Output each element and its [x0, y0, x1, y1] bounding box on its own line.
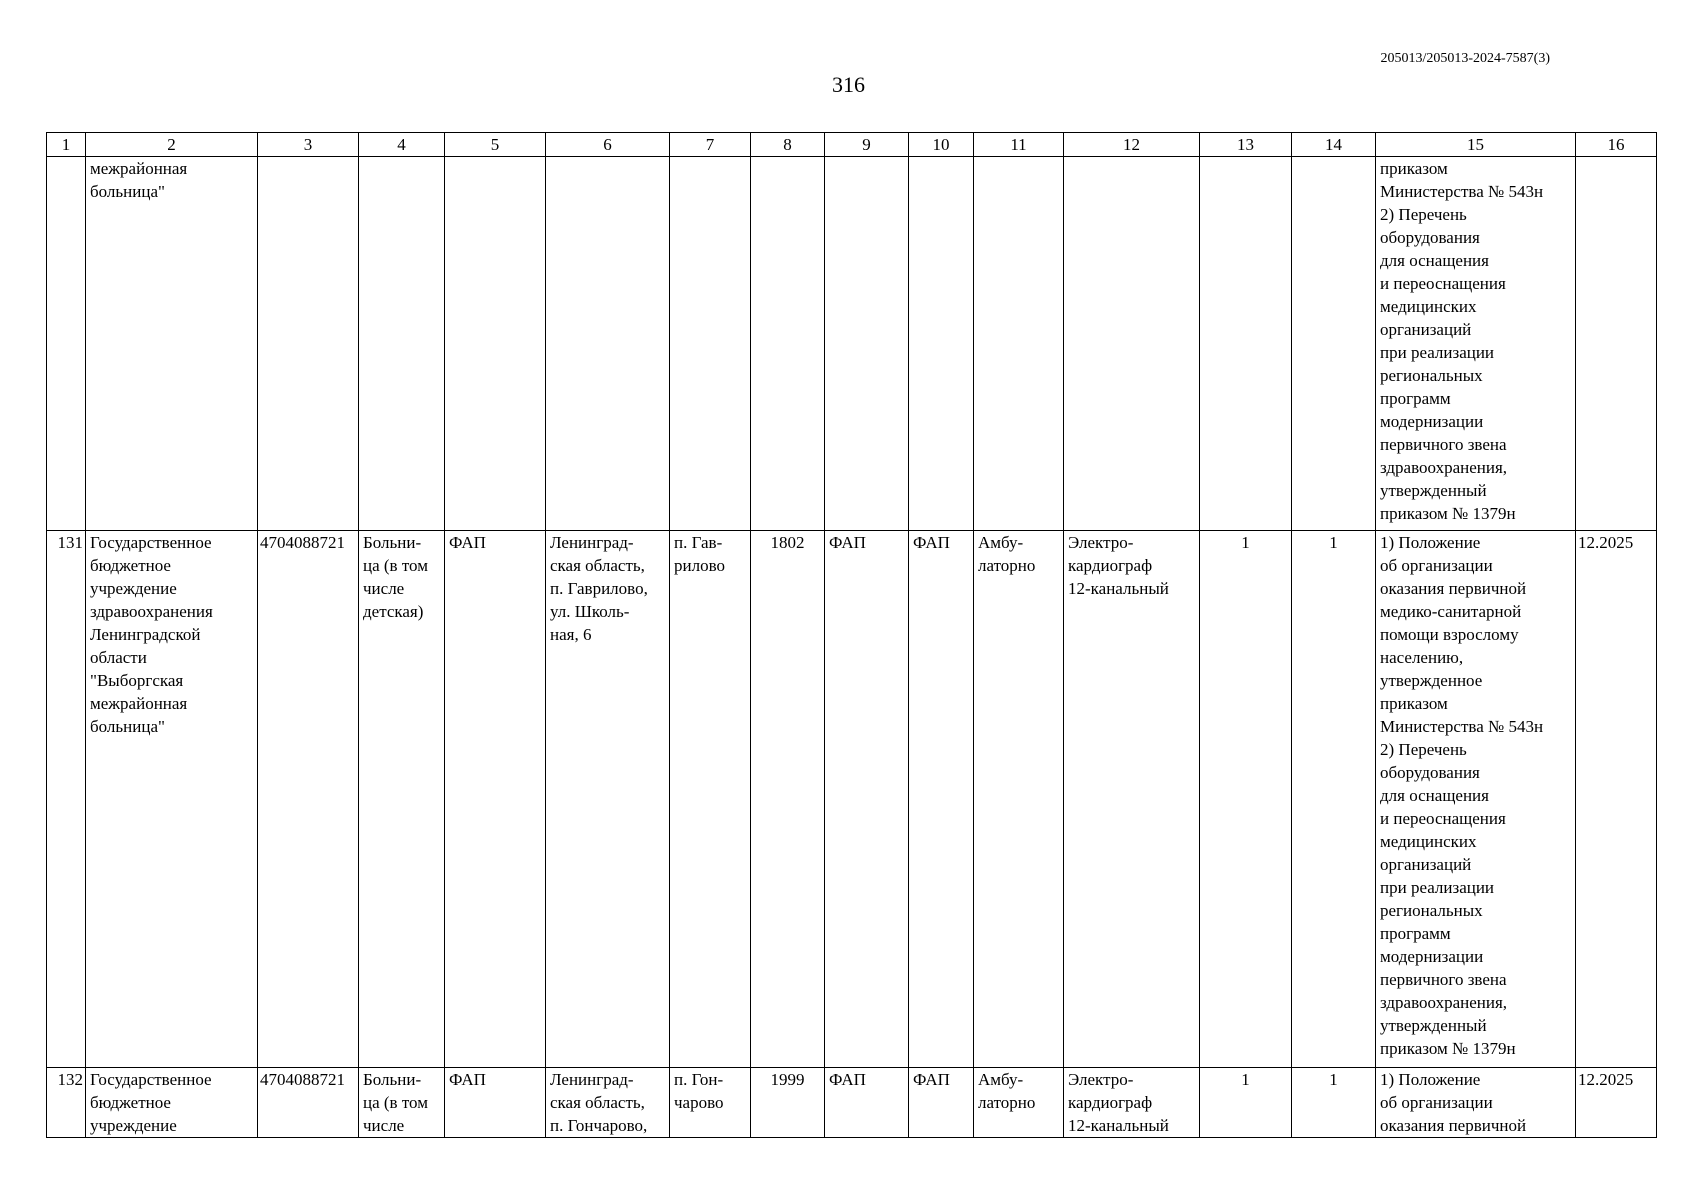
column-header: 8 [751, 133, 825, 157]
unit-type-cell: ФАП [445, 531, 546, 1068]
code-cell: 1802 [751, 531, 825, 1068]
code-cell [751, 157, 825, 531]
equipment-registry-table [46, 132, 1657, 1138]
locality-cell: п. Гав- рилово [670, 531, 751, 1068]
unit-cell [825, 157, 909, 531]
inn-cell: 4704088721 [258, 1068, 359, 1138]
locality-cell [670, 157, 751, 531]
quantity-cell: 1 [1292, 1068, 1376, 1138]
row-number-cell: 131 [47, 531, 86, 1068]
column-header: 15 [1376, 133, 1576, 157]
deadline-cell: 12.2025 [1576, 531, 1657, 1068]
care-mode-cell: Амбу- латорно [974, 1068, 1064, 1138]
column-header: 4 [359, 133, 445, 157]
unit-type-cell [445, 157, 546, 531]
column-header: 5 [445, 133, 546, 157]
page-number: 316 [832, 72, 865, 97]
regulation-cell: 1) Положение об организации оказания первичной медико-санитарной помощи взрослому населению, утвержденное приказом Министерства № 543н 2) Перечень оборудования для оснащения и переоснащения медицинских организаций при реализации региональных программ модернизации первичного звена здравоохранения, утвержденный приказом № 1379н [1376, 531, 1576, 1068]
institution-type-cell: Больни- ца (в том числе [359, 1068, 445, 1138]
column-header: 3 [258, 133, 359, 157]
column-header: 9 [825, 133, 909, 157]
column-header: 10 [909, 133, 974, 157]
inn-cell [258, 157, 359, 531]
table-row-continued [47, 157, 1657, 531]
table-row [47, 1068, 1657, 1138]
deadline-cell [1576, 157, 1657, 531]
address-cell: Ленинград- ская область, п. Гаврилово, ул. Школь- ная, 6 [546, 531, 670, 1068]
unit-profile-cell [909, 157, 974, 531]
deadline-cell: 12.2025 [1576, 1068, 1657, 1138]
equipment-cell [1064, 157, 1200, 531]
unit-profile-cell: ФАП [909, 1068, 974, 1138]
code-cell: 1999 [751, 1068, 825, 1138]
column-header: 13 [1200, 133, 1292, 157]
unit-type-cell: ФАП [445, 1068, 546, 1138]
institution-name-cell: Государственное бюджетное учреждение [86, 1068, 258, 1138]
quantity-cell: 1 [1200, 531, 1292, 1068]
unit-cell: ФАП [825, 1068, 909, 1138]
quantity-cell [1292, 157, 1376, 531]
column-header: 1 [47, 133, 86, 157]
column-header: 6 [546, 133, 670, 157]
inn-cell: 4704088721 [258, 531, 359, 1068]
regulation-cell: приказом Министерства № 543н 2) Перечень оборудования для оснащения и переоснащения медицинских организаций при реализации региональных программ модернизации первичного звена здравоохранения, утвержденный приказом № 1379н [1376, 157, 1576, 531]
column-header: 14 [1292, 133, 1376, 157]
institution-type-cell [359, 157, 445, 531]
quantity-cell: 1 [1292, 531, 1376, 1068]
unit-cell: ФАП [825, 531, 909, 1068]
column-header: 2 [86, 133, 258, 157]
equipment-cell: Электро- кардиограф 12-канальный [1064, 531, 1200, 1068]
regulation-cell: 1) Положение об организации оказания первичной [1376, 1068, 1576, 1138]
quantity-cell [1200, 157, 1292, 531]
column-number-header-row [47, 133, 1657, 157]
row-number-cell [47, 157, 86, 531]
unit-profile-cell: ФАП [909, 531, 974, 1068]
column-header: 12 [1064, 133, 1200, 157]
column-header: 16 [1576, 133, 1657, 157]
address-cell: Ленинград- ская область, п. Гончарово, [546, 1068, 670, 1138]
table-row [47, 531, 1657, 1068]
column-header: 7 [670, 133, 751, 157]
equipment-cell: Электро- кардиограф 12-канальный [1064, 1068, 1200, 1138]
institution-type-cell: Больни- ца (в том числе детская) [359, 531, 445, 1068]
column-header: 11 [974, 133, 1064, 157]
document-id: 205013/205013-2024-7587(3) [1380, 51, 1550, 66]
care-mode-cell: Амбу- латорно [974, 531, 1064, 1068]
institution-name-cell: межрайонная больница" [86, 157, 258, 531]
institution-name-cell: Государственное бюджетное учреждение здравоохранения Ленинградской области "Выборгская межрайонная больница" [86, 531, 258, 1068]
row-number-cell: 132 [47, 1068, 86, 1138]
quantity-cell: 1 [1200, 1068, 1292, 1138]
care-mode-cell [974, 157, 1064, 531]
address-cell [546, 157, 670, 531]
locality-cell: п. Гон- чарово [670, 1068, 751, 1138]
